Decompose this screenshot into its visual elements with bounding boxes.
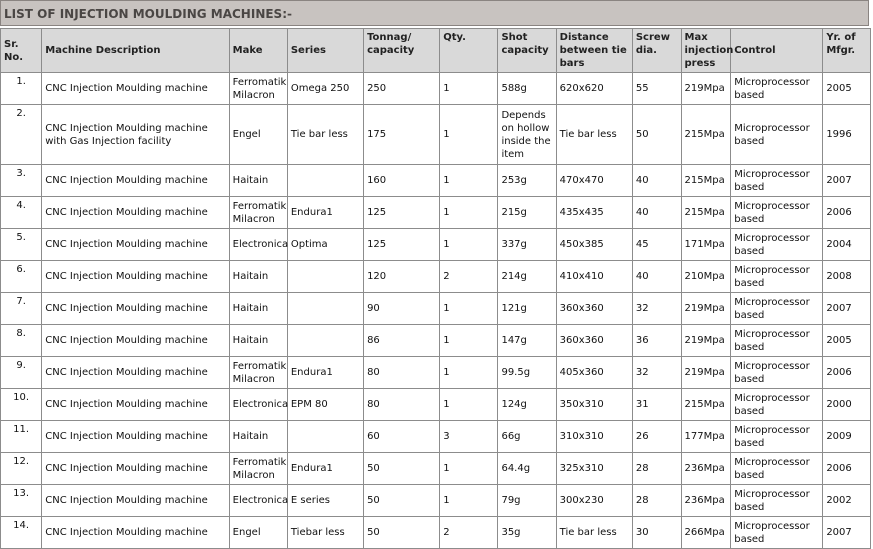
header-screw-dia: Screw dia.: [633, 29, 681, 72]
cell-machine-description: CNC Injection Moulding machine: [42, 357, 228, 388]
cell-tonnage: 50: [364, 485, 439, 516]
cell-series: [288, 421, 363, 452]
cell-year: 2007: [823, 517, 870, 548]
cell-control: Microprocessor based: [731, 485, 822, 516]
cell-sr-no: 6.: [1, 261, 41, 292]
cell-max-press: 236Mpa: [682, 485, 731, 516]
cell-screw-dia: 40: [633, 165, 681, 196]
cell-series: [288, 293, 363, 324]
cell-machine-description: CNC Injection Moulding machine: [42, 325, 228, 356]
cell-tonnage: 125: [364, 229, 439, 260]
cell-machine-description: CNC Injection Moulding machine: [42, 453, 228, 484]
cell-max-press: 219Mpa: [682, 325, 731, 356]
cell-shot-capacity: 64.4g: [498, 453, 555, 484]
cell-screw-dia: 40: [633, 197, 681, 228]
table-row: [1, 389, 870, 420]
header-row: [1, 29, 870, 72]
cell-screw-dia: 36: [633, 325, 681, 356]
page-title: LIST OF INJECTION MOULDING MACHINES:-: [0, 0, 869, 26]
cell-machine-description: CNC Injection Moulding machine: [42, 485, 228, 516]
cell-make: Electronica: [230, 389, 287, 420]
cell-series: [288, 165, 363, 196]
cell-screw-dia: 31: [633, 389, 681, 420]
cell-sr-no: 14.: [1, 517, 41, 548]
cell-max-press: 219Mpa: [682, 357, 731, 388]
cell-qty: 1: [440, 485, 497, 516]
cell-shot-capacity: 214g: [498, 261, 555, 292]
cell-make: Electronica: [230, 229, 287, 260]
cell-screw-dia: 32: [633, 357, 681, 388]
cell-tonnage: 86: [364, 325, 439, 356]
header-make: Make: [230, 29, 287, 72]
header-sr-no: Sr. No.: [1, 29, 41, 72]
table-row: [1, 261, 870, 292]
cell-distance: 620x620: [557, 73, 632, 104]
cell-make: Electronica: [230, 485, 287, 516]
header-distance-tie-bars: Distance between tie bars: [557, 29, 632, 72]
cell-screw-dia: 26: [633, 421, 681, 452]
cell-series: [288, 325, 363, 356]
cell-distance: Tie bar less: [557, 105, 632, 164]
cell-max-press: 236Mpa: [682, 453, 731, 484]
cell-series: Endura1: [288, 453, 363, 484]
cell-distance: 310x310: [557, 421, 632, 452]
header-qty: Qty.: [440, 29, 497, 72]
cell-control: Microprocessor based: [731, 517, 822, 548]
cell-year: 2002: [823, 485, 870, 516]
table-row: [1, 165, 870, 196]
cell-shot-capacity: Depends on hollow inside the item: [498, 105, 555, 164]
cell-sr-no: 7.: [1, 293, 41, 324]
cell-year: 2007: [823, 293, 870, 324]
cell-machine-description: CNC Injection Moulding machine: [42, 165, 228, 196]
cell-control: Microprocessor based: [731, 325, 822, 356]
cell-sr-no: 12.: [1, 453, 41, 484]
header-series: Series: [288, 29, 363, 72]
cell-screw-dia: 28: [633, 485, 681, 516]
cell-sr-no: 5.: [1, 229, 41, 260]
cell-tonnage: 80: [364, 389, 439, 420]
cell-shot-capacity: 147g: [498, 325, 555, 356]
cell-distance: 350x310: [557, 389, 632, 420]
cell-max-press: 219Mpa: [682, 293, 731, 324]
cell-distance: Tie bar less: [557, 517, 632, 548]
cell-shot-capacity: 66g: [498, 421, 555, 452]
cell-distance: 405x360: [557, 357, 632, 388]
cell-screw-dia: 30: [633, 517, 681, 548]
cell-control: Microprocessor based: [731, 389, 822, 420]
cell-series: [288, 261, 363, 292]
cell-qty: 1: [440, 325, 497, 356]
cell-machine-description: CNC Injection Moulding machine: [42, 389, 228, 420]
cell-tonnage: 50: [364, 453, 439, 484]
cell-year: 1996: [823, 105, 870, 164]
cell-tonnage: 60: [364, 421, 439, 452]
cell-make: Haitain: [230, 293, 287, 324]
cell-max-press: 215Mpa: [682, 105, 731, 164]
cell-max-press: 171Mpa: [682, 229, 731, 260]
cell-machine-description: CNC Injection Moulding machine: [42, 197, 228, 228]
cell-tonnage: 50: [364, 517, 439, 548]
table-row: [1, 73, 870, 104]
cell-control: Microprocessor based: [731, 421, 822, 452]
cell-make: Haitain: [230, 165, 287, 196]
table-row: [1, 485, 870, 516]
header-tonnage: Tonnag/ capacity: [364, 29, 439, 72]
cell-distance: 325x310: [557, 453, 632, 484]
cell-shot-capacity: 124g: [498, 389, 555, 420]
cell-make: Ferromatik Milacron: [230, 357, 287, 388]
cell-tonnage: 250: [364, 73, 439, 104]
header-machine-description: Machine Description: [42, 29, 228, 72]
cell-screw-dia: 45: [633, 229, 681, 260]
machines-table: [0, 28, 871, 549]
table-row: [1, 325, 870, 356]
cell-max-press: 266Mpa: [682, 517, 731, 548]
header-max-injection-press: Max injection press: [682, 29, 731, 72]
cell-year: 2006: [823, 197, 870, 228]
cell-max-press: 215Mpa: [682, 389, 731, 420]
cell-control: Microprocessor based: [731, 229, 822, 260]
cell-qty: 1: [440, 165, 497, 196]
table-row: [1, 357, 870, 388]
cell-qty: 2: [440, 261, 497, 292]
cell-qty: 1: [440, 293, 497, 324]
cell-series: EPM 80: [288, 389, 363, 420]
cell-year: 2004: [823, 229, 870, 260]
cell-distance: 435x435: [557, 197, 632, 228]
cell-max-press: 177Mpa: [682, 421, 731, 452]
header-year: Yr. of Mfgr.: [823, 29, 870, 72]
cell-screw-dia: 50: [633, 105, 681, 164]
cell-year: 2008: [823, 261, 870, 292]
cell-qty: 1: [440, 105, 497, 164]
cell-control: Microprocessor based: [731, 357, 822, 388]
cell-shot-capacity: 253g: [498, 165, 555, 196]
cell-control: Microprocessor based: [731, 293, 822, 324]
cell-control: Microprocessor based: [731, 105, 822, 164]
cell-distance: 360x360: [557, 293, 632, 324]
cell-control: Microprocessor based: [731, 453, 822, 484]
cell-machine-description: CNC Injection Moulding machine: [42, 261, 228, 292]
cell-shot-capacity: 99.5g: [498, 357, 555, 388]
cell-tonnage: 90: [364, 293, 439, 324]
cell-sr-no: 2.: [1, 105, 41, 164]
cell-max-press: 219Mpa: [682, 73, 731, 104]
cell-tonnage: 175: [364, 105, 439, 164]
cell-qty: 2: [440, 517, 497, 548]
header-shot-capacity: Shot capacity: [498, 29, 555, 72]
cell-sr-no: 11.: [1, 421, 41, 452]
cell-make: Engel: [230, 105, 287, 164]
cell-series: Omega 250: [288, 73, 363, 104]
cell-screw-dia: 32: [633, 293, 681, 324]
cell-qty: 1: [440, 357, 497, 388]
cell-sr-no: 9.: [1, 357, 41, 388]
cell-shot-capacity: 215g: [498, 197, 555, 228]
cell-max-press: 215Mpa: [682, 197, 731, 228]
cell-make: Ferromatik Milacron: [230, 453, 287, 484]
cell-sr-no: 4.: [1, 197, 41, 228]
cell-make: Ferromatik Milacron: [230, 73, 287, 104]
cell-year: 2000: [823, 389, 870, 420]
cell-distance: 360x360: [557, 325, 632, 356]
cell-shot-capacity: 35g: [498, 517, 555, 548]
cell-machine-description: CNC Injection Moulding machine: [42, 421, 228, 452]
cell-series: Optima: [288, 229, 363, 260]
cell-series: Tiebar less: [288, 517, 363, 548]
header-control: Control: [731, 29, 822, 72]
cell-machine-description: CNC Injection Moulding machine: [42, 229, 228, 260]
table-row: [1, 453, 870, 484]
cell-series: Endura1: [288, 357, 363, 388]
table-row: [1, 105, 870, 164]
cell-tonnage: 125: [364, 197, 439, 228]
cell-make: Haitain: [230, 261, 287, 292]
cell-shot-capacity: 79g: [498, 485, 555, 516]
cell-year: 2007: [823, 165, 870, 196]
cell-series: Endura1: [288, 197, 363, 228]
cell-sr-no: 8.: [1, 325, 41, 356]
table-row: [1, 517, 870, 548]
cell-qty: 1: [440, 73, 497, 104]
cell-year: 2005: [823, 73, 870, 104]
cell-year: 2009: [823, 421, 870, 452]
cell-control: Microprocessor based: [731, 73, 822, 104]
cell-sr-no: 3.: [1, 165, 41, 196]
cell-distance: 300x230: [557, 485, 632, 516]
cell-control: Microprocessor based: [731, 165, 822, 196]
cell-year: 2005: [823, 325, 870, 356]
cell-make: Haitain: [230, 421, 287, 452]
cell-qty: 1: [440, 389, 497, 420]
cell-qty: 1: [440, 229, 497, 260]
cell-year: 2006: [823, 453, 870, 484]
cell-machine-description: CNC Injection Moulding machine: [42, 293, 228, 324]
cell-screw-dia: 28: [633, 453, 681, 484]
cell-make: Ferromatik Milacron: [230, 197, 287, 228]
cell-screw-dia: 40: [633, 261, 681, 292]
cell-tonnage: 120: [364, 261, 439, 292]
cell-distance: 450x385: [557, 229, 632, 260]
table-row: [1, 197, 870, 228]
cell-screw-dia: 55: [633, 73, 681, 104]
table-row: [1, 293, 870, 324]
cell-control: Microprocessor based: [731, 197, 822, 228]
cell-make: Haitain: [230, 325, 287, 356]
cell-year: 2006: [823, 357, 870, 388]
table-row: [1, 421, 870, 452]
cell-tonnage: 160: [364, 165, 439, 196]
cell-sr-no: 1.: [1, 73, 41, 104]
cell-max-press: 215Mpa: [682, 165, 731, 196]
table-row: [1, 229, 870, 260]
cell-machine-description: CNC Injection Moulding machine: [42, 73, 228, 104]
cell-distance: 410x410: [557, 261, 632, 292]
cell-sr-no: 13.: [1, 485, 41, 516]
cell-machine-description: CNC Injection Moulding machine: [42, 517, 228, 548]
cell-make: Engel: [230, 517, 287, 548]
cell-shot-capacity: 588g: [498, 73, 555, 104]
cell-tonnage: 80: [364, 357, 439, 388]
cell-qty: 1: [440, 453, 497, 484]
cell-machine-description: CNC Injection Moulding machine with Gas Injection facility: [42, 105, 228, 164]
cell-qty: 1: [440, 197, 497, 228]
cell-distance: 470x470: [557, 165, 632, 196]
cell-shot-capacity: 121g: [498, 293, 555, 324]
cell-series: E series: [288, 485, 363, 516]
cell-control: Microprocessor based: [731, 261, 822, 292]
cell-max-press: 210Mpa: [682, 261, 731, 292]
cell-qty: 3: [440, 421, 497, 452]
cell-shot-capacity: 337g: [498, 229, 555, 260]
cell-series: Tie bar less: [288, 105, 363, 164]
cell-sr-no: 10.: [1, 389, 41, 420]
